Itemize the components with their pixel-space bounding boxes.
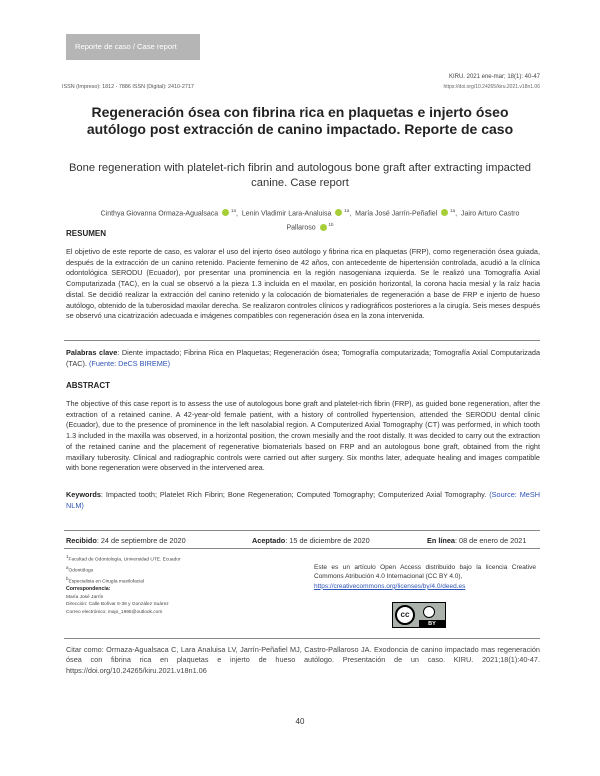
accepted-date: [252, 536, 370, 545]
author-name: Jairo Arturo Castro Pallaroso: [286, 210, 520, 232]
affiliation-b: Especialista en Cirugía maxilofacial: [68, 579, 144, 585]
orcid-icon[interactable]: [441, 209, 448, 216]
journal-reference: [444, 72, 540, 92]
correspondence: [66, 586, 169, 616]
cc-logo-icon: cc: [395, 605, 415, 625]
decs-source-link[interactable]: (Fuente: DeCS BIREME): [88, 358, 171, 368]
online-value: : 08 de enero de 2021: [454, 536, 527, 545]
license-link[interactable]: https://creativecommons.org/licenses/by/4.0/deed.es: [314, 582, 466, 590]
divider: [64, 340, 540, 341]
received-date: [66, 536, 186, 545]
license-text: Este es un artículo Open Access distribuido bajo la licencia Creative Commons Atribución 4.0 Internacional (CC BY 4.0),: [314, 564, 536, 581]
resumen-heading: RESUMEN: [66, 229, 107, 238]
by-label: BY: [419, 620, 445, 628]
orcid-icon[interactable]: [335, 209, 342, 216]
abstract-keywords: [66, 490, 540, 511]
online-label: En línea: [427, 536, 455, 545]
accepted-label: Aceptado: [252, 536, 286, 545]
keywords-label: Palabras clave: [66, 348, 118, 357]
author-affiliation-sup: 1a: [450, 208, 456, 213]
orcid-icon[interactable]: [320, 224, 327, 231]
author-name: Cinthya Giovanna Ormaza-Agualsaca: [100, 210, 219, 218]
cc-by-badge-icon[interactable]: [392, 602, 446, 628]
received-value: : 24 de septiembre de 2020: [96, 536, 186, 545]
abstract-heading: ABSTRACT: [66, 381, 110, 390]
page-number: 40: [295, 717, 305, 726]
author-list: Cinthya Giovanna Ormaza-Agualsaca $^{1a}$, Lenin Vladimir Lara-Analuisa $^{1a}$, María José Jarrín-Peñafiel $^{1a}$, Jairo Arturo Castro Pallaroso $^{1b}$: [100, 208, 520, 232]
title-english: Bone regeneration with platelet-rich fibrin and autologous bone graft after extracting impacted canine. Case report: [68, 162, 532, 189]
keywords-text: : Diente impactado; Fibrina Rica en Plaquetas; Regeneración ósea; Tomografía computarizada; Tomografía Axial Computarizada (TAC).: [66, 348, 540, 368]
affiliations: 1Facultad de Odontología, Universidad UTE. Ecuador aOdontólogo bEspecialista en Cirugía maxilofacial: [66, 554, 181, 585]
author-affiliation-sup: 1a: [344, 208, 350, 213]
keywords-label: Keywords: [66, 490, 101, 499]
affiliation-a: Odontólogo: [68, 568, 94, 574]
online-date: [427, 536, 526, 545]
title-spanish: Regeneración ósea con fibrina rica en plaquetas e injerto óseo autólogo post extracción de canino impactado. Reporte de caso: [86, 104, 514, 137]
correspondence-heading: Correspondencia:: [66, 586, 111, 592]
author-affiliation-sup: 1a: [231, 208, 237, 213]
author-name: María José Jarrín-Peñafiel: [355, 210, 438, 218]
section-label: Reporte de caso / Case report: [66, 34, 200, 60]
attribution-icon: [423, 606, 435, 618]
citation: Citar como: Ormaza-Agualsaca C, Lara Analuisa LV, Jarrín-Peñafiel MJ, Castro-Pallaroso JA. Exodoncia de canino impactado mas regeneración ósea con fibrina rica en plaquetas e injerto de hueso autólogo. Presentación de un caso. KIRU. 2021;18(1):40-47. https://doi.org/10.24265/kiru.2021.v18n1.06: [66, 645, 540, 675]
affiliation-1: Facultad de Odontología, Universidad UTE. Ecuador: [68, 557, 181, 563]
author-name: Lenin Vladimir Lara-Analuisa: [241, 210, 332, 218]
journal-issue: KIRU. 2021 ene-mar; 18(1): 40-47: [448, 74, 540, 80]
correspondence-name: María José Jarrín: [66, 594, 104, 600]
orcid-icon[interactable]: [222, 209, 229, 216]
divider: [64, 530, 540, 531]
correspondence-email[interactable]: Correo electrónico: majo_1995@outlook.com: [66, 609, 163, 615]
correspondence-address: Dirección: Calle Bolívar 6-38 y González Suárez: [66, 602, 169, 608]
article-doi[interactable]: https://doi.org/10.24265/kiru.2021.v18n1.06: [443, 84, 540, 90]
keywords-text: : Impacted tooth; Platelet Rich Fibrin; Bone Regeneration; Computed Tomography; Computerized Axial Tomography.: [100, 490, 487, 499]
abstract-text: The objective of this case report is to assess the use of autologous bone graft and platelet-rich fibrin (FRP), as guided bone regeneration, after the extraction of a retained canine. A 42-year-old female patient, with a history of controlled hypertension, attended the SERODU dental clinic (Ecuador), due to the presence of prominence in the left nasolabial region. A Computerized Axial Tomography (CT) was performed, in which tooth 1.3 included in the maxilla was observed, in a horizontal position, the crown mesially and the root distally. It was decided to carry out the extraction of the retained canine and the placement of regenerative biomaterials based on FRP and an autologous bone graft, obtained from the right maxillary tuberosity. Clinical and radiographic controls were carried out after surgery. Six months later, adequate healing and images compatible with bone regeneration were observed in the intervened area.: [66, 399, 540, 473]
license-notice: [314, 563, 536, 591]
resumen-text: El objetivo de este reporte de caso, es valorar el uso del injerto óseo autólogo y fibrina rica en plaquetas (FRP), como regeneración ósea guiada, después de la extracción de un canino retenido. Paciente femenino de 42 años, con antecedente de hipertensión controlada, acudió a la clínica odontológica SERODU (Ecuador), por presentar una prominencia en la región nasogeniana izquierda. Se le realizó una Tomografía Axial Computarizada (TAC), en la cual se observó a la pieza 1.3 incluida en el maxilar, en posición horizontal, la corona hacia mesial y la raíz hacia distal. Se decidió realizar la extracción del canino retenido y la colocación de biomateriales de regeneración a base de FRP e injerto de hueso autólogo, obtenido de la tuberosidad maxilar derecha. Se realizaron controles clínicos y radiográficos posteriores a la cirugía. Seis meses después se observó una cicatrización adecuada e imágenes compatibles con regeneración ósea en la zona intervenida.: [66, 247, 540, 321]
mesh-source-link[interactable]: (Source: MeSH NLM): [66, 490, 540, 510]
resumen-keywords: [66, 348, 540, 369]
author-affiliation-sup: 1b: [328, 222, 334, 228]
divider: [64, 548, 540, 549]
accepted-value: : 15 de diciembre de 2020: [285, 536, 370, 545]
divider: [64, 638, 540, 639]
issn-line: ISSN (Impreso): 1812 - 7886 ISSN (Digital): 2410-2717: [62, 84, 194, 90]
received-label: Recibido: [66, 536, 97, 545]
